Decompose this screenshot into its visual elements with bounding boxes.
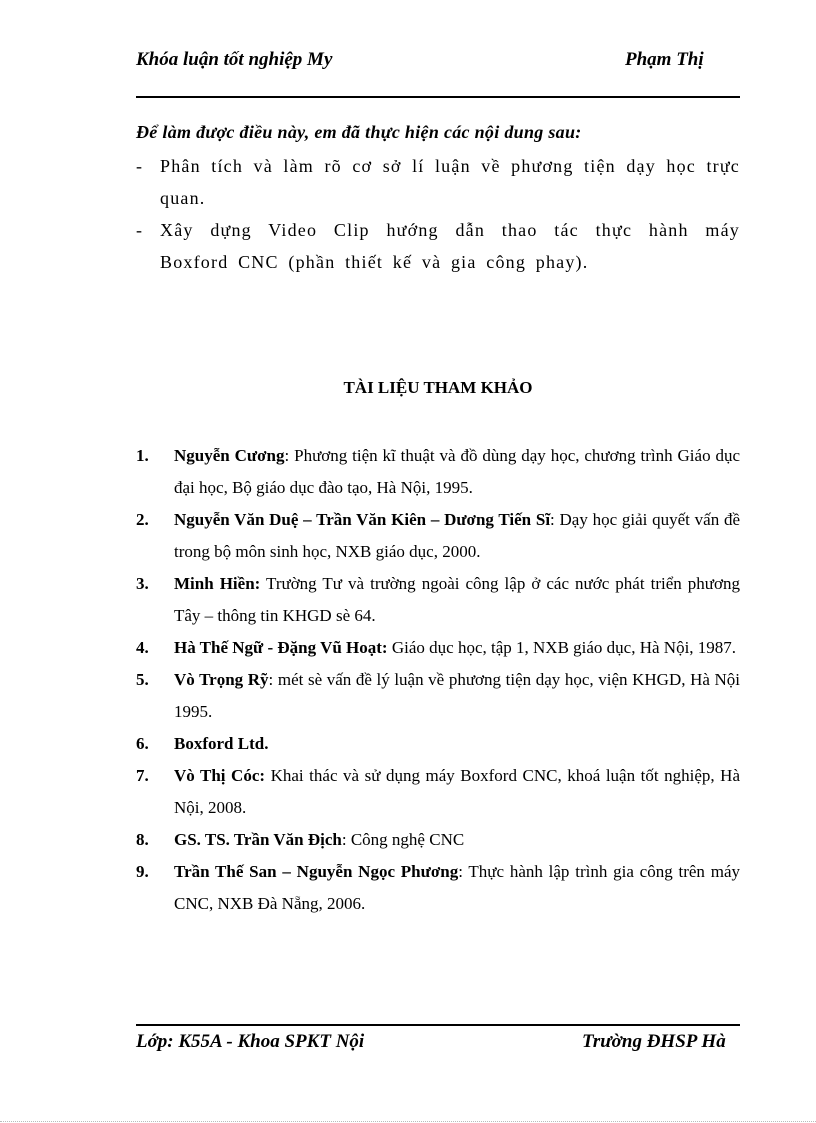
reference-separator: : — [458, 862, 469, 881]
page-edge-divider — [0, 1121, 816, 1122]
reference-text: Thực hành lập trình gia công trên máy CNC, NXB Đà Nẵng, 2006. — [174, 862, 740, 913]
reference-item — [136, 504, 740, 568]
reference-number: 9. — [136, 862, 149, 881]
content-item — [136, 150, 740, 214]
reference-author: Minh Hiền: — [174, 574, 261, 593]
reference-text: Công nghệ CNC — [350, 830, 465, 849]
reference-number: 6. — [136, 734, 149, 753]
reference-author: Boxford Ltd. — [174, 734, 269, 753]
reference-number: 3. — [136, 574, 149, 593]
header-left: Khóa luận tốt nghiệp My — [136, 49, 333, 70]
reference-item — [136, 568, 740, 632]
content-item — [136, 214, 740, 278]
reference-number: 7. — [136, 766, 149, 785]
reference-author: Vò Trọng Rỹ — [174, 670, 269, 689]
reference-author: Nguyễn Cương — [174, 446, 285, 465]
dash-marker: - — [136, 220, 142, 240]
reference-item — [136, 856, 740, 920]
content-item-text: Phân tích và làm rõ cơ sở lí luận về phương tiện dạy học trực quan. — [160, 156, 740, 208]
reference-number: 4. — [136, 638, 149, 657]
reference-author: GS. TS. Trần Văn Địch — [174, 830, 342, 849]
content-item-text: Xây dựng Video Clip hướng dẫn thao tác thực hành máy Boxford CNC (phần thiết kế và gia công phay). — [160, 220, 740, 272]
reference-text: Khai thác và sử dụng máy Boxford CNC, khoá luận tốt nghiệp, Hà Nội, 2008. — [174, 766, 740, 817]
reference-text: Phương tiện kĩ thuật và đồ dùng dạy học, chương trình Giáo dục đại học, Bộ giáo dục đào tạo, Hà Nội, 1995. — [174, 446, 741, 497]
reference-author: Vò Thị Cóc: — [174, 766, 266, 785]
footer-left: Lớp: K55A - Khoa SPKT Nội — [136, 1031, 365, 1052]
intro-heading: Để làm được điều này, em đã thực hiện các nội dung sau: — [136, 122, 582, 142]
reference-item — [136, 664, 740, 728]
reference-text: mét sè vấn đề lý luận về phương tiện dạy học, viện KHGD, Hà Nội 1995. — [174, 670, 741, 721]
reference-author: Trần Thế San – Nguyễn Ngọc Phương — [174, 862, 459, 881]
reference-number: 5. — [136, 670, 149, 689]
footer-right: Trường ĐHSP Hà — [582, 1031, 726, 1052]
reference-text: Dạy học giải quyết vấn đề trong bộ môn sinh học, NXB giáo dục, 2000. — [174, 510, 740, 561]
references-list — [136, 440, 740, 920]
footer-divider — [136, 1024, 740, 1026]
reference-separator: : — [284, 446, 295, 465]
reference-item — [136, 632, 740, 664]
reference-item — [136, 440, 740, 504]
reference-separator: : — [268, 670, 278, 689]
reference-item — [136, 728, 740, 760]
reference-number: 2. — [136, 510, 149, 529]
reference-author: Hà Thế Ngữ - Đặng Vũ Hoạt: — [174, 638, 388, 657]
header-divider — [136, 96, 740, 98]
reference-item — [136, 824, 740, 856]
reference-item — [136, 760, 740, 824]
reference-author: Nguyễn Văn Duệ – Trần Văn Kiên – Dương Tiến Sĩ — [174, 510, 551, 529]
header-right: Phạm Thị — [625, 49, 704, 70]
references-title: TÀI LIỆU THAM KHẢO — [343, 378, 533, 397]
reference-separator: : — [550, 510, 560, 529]
reference-number: 1. — [136, 446, 149, 465]
reference-number: 8. — [136, 830, 149, 849]
reference-separator: : — [341, 830, 351, 849]
dash-marker: - — [136, 156, 142, 176]
reference-text: Giáo dục học, tập 1, NXB giáo dục, Hà Nội, 1987. — [391, 638, 737, 657]
reference-text: Trường Tư và trường ngoài công lập ở các nước phát triển phương Tây – thông tin KHGD sè 64. — [174, 574, 740, 625]
content-list — [136, 150, 740, 278]
